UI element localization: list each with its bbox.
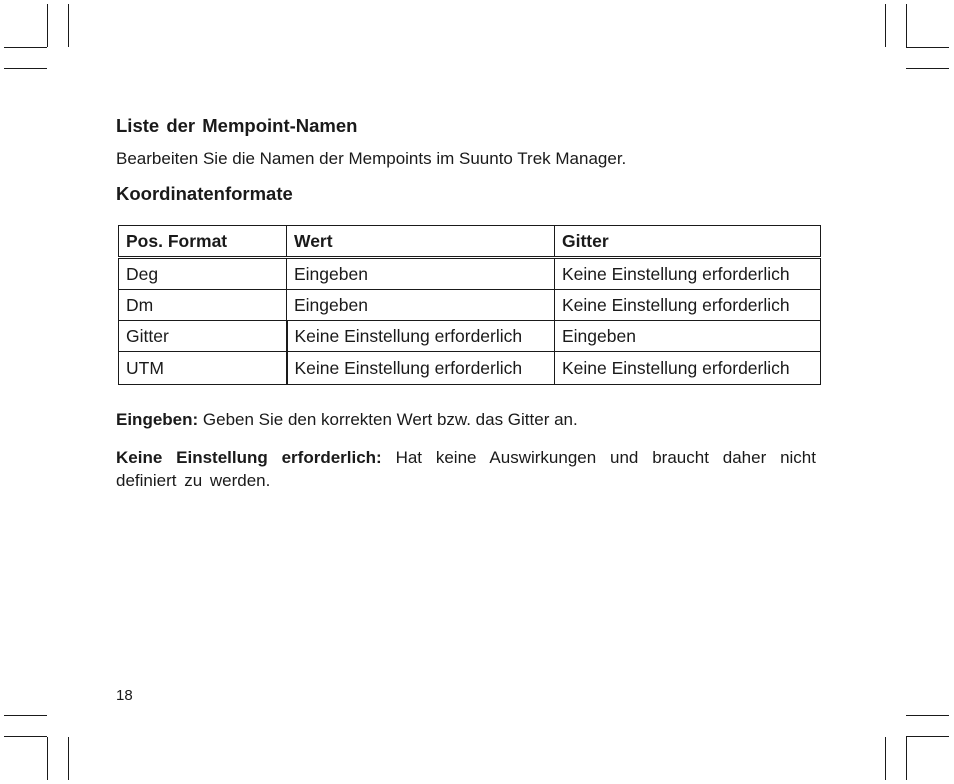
table-row [119,290,821,321]
cell-gitter: Keine Einstellung erforderlich [555,258,821,290]
note-keine-term: Keine Einstellung erforderlich: [116,448,382,467]
cell-wert: Keine Einstellung erforderlich [287,352,555,385]
note-keine-text: Hat keine Auswirkungen und braucht daher nicht definiert zu werden. [116,448,816,490]
table-row [119,258,821,290]
note-eingeben-text: Geben Sie den korrekten Wert bzw. das Gitter an. [202,410,578,429]
cell-format: Deg [119,258,287,290]
header-gitter: Gitter [555,226,821,258]
cell-gitter: Keine Einstellung erforderlich [555,352,821,385]
cell-wert: Keine Einstellung erforderlich [287,321,555,352]
page-number: 18 [116,687,133,704]
cell-format: UTM [119,352,287,385]
section-heading-coordinate-formats: Koordinatenformate [116,183,293,204]
cell-gitter: Eingeben [555,321,821,352]
header-wert: Wert [287,226,555,258]
note-eingeben [116,408,578,431]
cell-wert: Eingeben [287,258,555,290]
header-pos-format: Pos. Format [119,226,287,258]
mempoint-names-text: Bearbeiten Sie die Namen der Mempoints im Suunto Trek Manager. [116,149,627,168]
table-header-row [119,226,821,258]
cell-gitter: Keine Einstellung erforderlich [555,290,821,321]
cell-format: Gitter [119,321,287,352]
coordinate-format-table [118,225,821,385]
note-eingeben-term: Eingeben: [116,410,199,429]
note-keine-einstellung [116,446,816,492]
table-row [119,321,821,352]
section-heading-mempoint-names: Liste der Mempoint-Namen [116,115,358,136]
cell-wert: Eingeben [287,290,555,321]
table-row [119,352,821,385]
cell-format: Dm [119,290,287,321]
